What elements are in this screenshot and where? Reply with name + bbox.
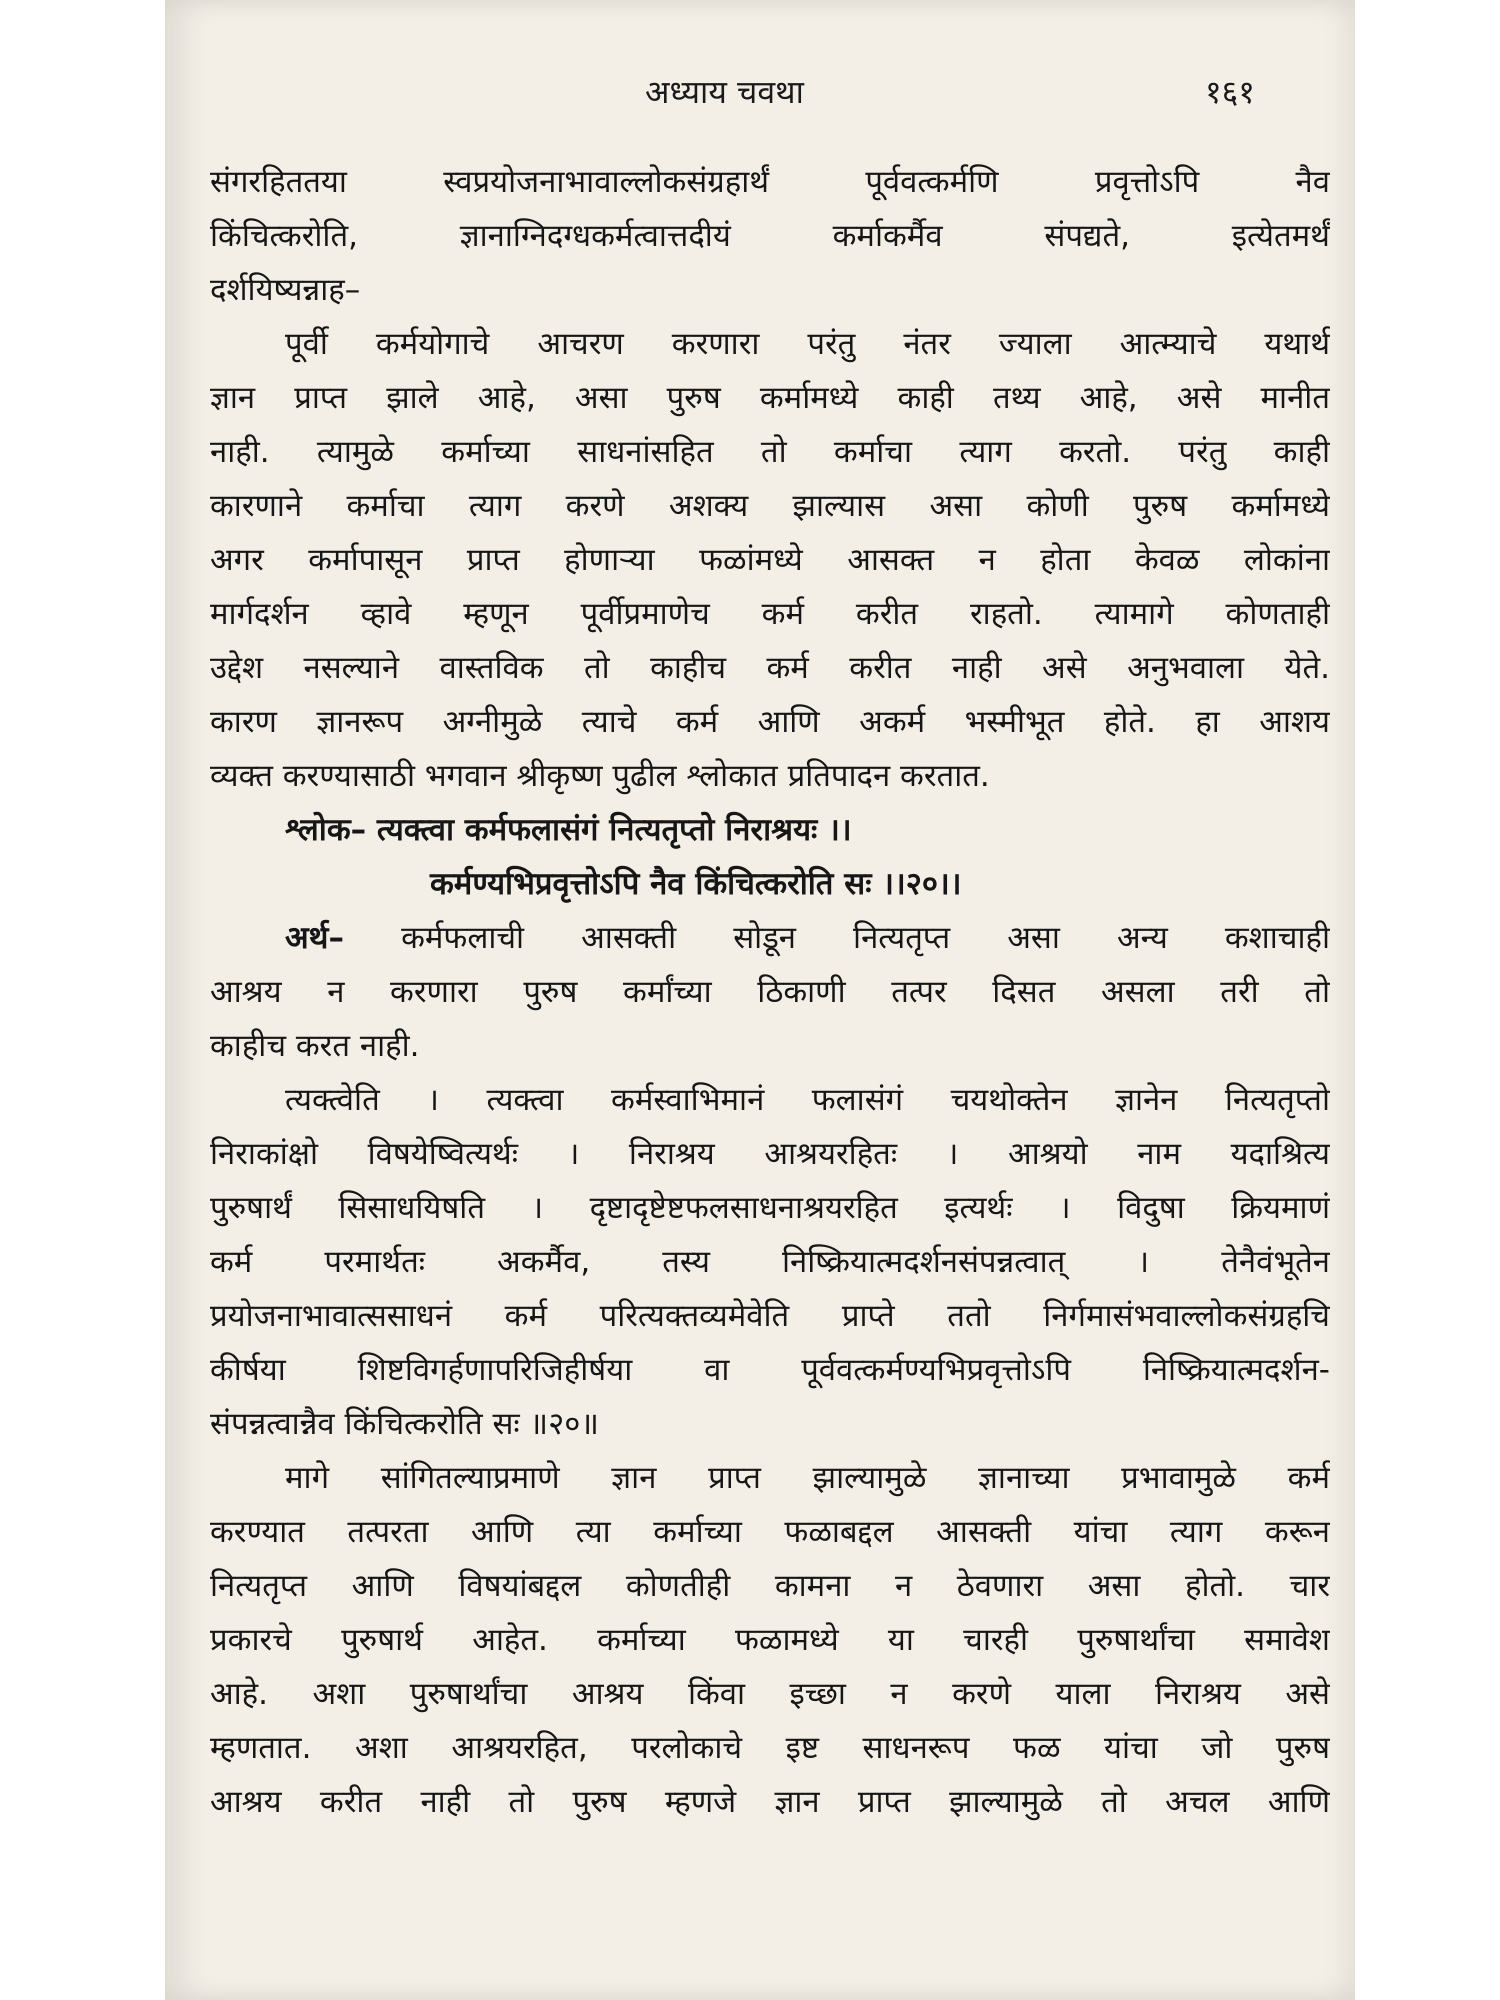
text-line: कारण ज्ञानरूप अग्नीमुळे त्याचे कर्म आणि अकर्म भस्मीभूत होते. हा आशय xyxy=(210,704,1330,740)
text-line: व्यक्त करण्यासाठी भगवान श्रीकृष्ण पुढील श्लोकात प्रतिपादन करतात. xyxy=(210,758,990,794)
text-line: ज्ञान प्राप्त झाले आहे, असा पुरुष कर्मामध्ये काही तथ्य आहे, असे मानीत xyxy=(210,380,1330,416)
commentary-line: निराकांक्षो विषयेष्वित्यर्थः । निराश्रय आश्रयरहितः । आश्रयो नाम यदाश्रित्य xyxy=(210,1136,1330,1172)
text-line: आश्रय न करणारा पुरुष कर्मांच्या ठिकाणी तत्पर दिसत असला तरी तो xyxy=(210,974,1330,1010)
text-line: मार्गदर्शन व्हावे म्हणून पूर्वीप्रमाणेच कर्म करीत राहतो. त्यामागे कोणताही xyxy=(210,596,1330,632)
text-line: कारणाने कर्माचा त्याग करणे अशक्य झाल्यास असा कोणी पुरुष कर्मामध्ये xyxy=(210,488,1330,524)
text-line: मागे सांगितल्याप्रमाणे ज्ञान प्राप्त झाल्यामुळे ज्ञानाच्या प्रभावामुळे कर्म xyxy=(285,1460,1330,1496)
text-line: प्रकारचे पुरुषार्थ आहेत. कर्माच्या फळामध्ये या चारही पुरुषार्थांचा समावेश xyxy=(210,1622,1330,1658)
page-header xyxy=(165,70,1355,120)
text-line: पूर्वी कर्मयोगाचे आचरण करणारा परंतु नंतर ज्याला आत्म्याचे यथार्थ xyxy=(285,326,1330,362)
text-line: उद्देश नसल्याने वास्तविक तो काहीच कर्म करीत नाही असे अनुभवाला येते. xyxy=(210,650,1330,686)
meaning-line xyxy=(210,911,1330,965)
text-line: काहीच करत नाही. xyxy=(210,1028,420,1064)
text-line: दर्शयिष्यन्नाह– xyxy=(210,272,361,308)
text-line: संगरहिततया स्वप्रयोजनाभावाल्लोकसंग्रहार्थं पूर्ववत्कर्मणि प्रवृत्तोऽपि नैव xyxy=(210,164,1330,200)
meaning-text: कर्मफलाची आसक्ती सोडून नित्यतृप्त असा अन्य कशाचाही xyxy=(344,920,1330,956)
chapter-title: अध्याय चवथा xyxy=(645,73,804,111)
commentary-line: कर्म परमार्थतः अकर्मैव, तस्य निष्क्रियात्मदर्शनसंपन्नत्वात् । तेनैवंभूतेन xyxy=(210,1244,1330,1280)
text-line: अगर कर्मापासून प्राप्त होणाऱ्या फळांमध्ये आसक्त न होता केवळ लोकांना xyxy=(210,542,1330,578)
commentary-line: कीर्षया शिष्टविगर्हणापरिजिहीर्षया वा पूर्ववत्कर्मण्यभिप्रवृत्तोऽपि निष्क्रियात्मदर्शन- xyxy=(210,1352,1330,1388)
commentary-line: प्रयोजनाभावात्ससाधनं कर्म परित्यक्तव्यमेवेति प्राप्ते ततो निर्गमासंभवाल्लोकसंग्रहचि xyxy=(210,1298,1330,1334)
text-line: नित्यतृप्त आणि विषयांबद्दल कोणतीही कामना न ठेवणारा असा होतो. चार xyxy=(210,1568,1330,1604)
page-number: १६१ xyxy=(1205,73,1255,111)
text-line: आहे. अशा पुरुषार्थांचा आश्रय किंवा इच्छा न करणे याला निराश्रय असे xyxy=(210,1676,1330,1712)
text-line: म्हणतात. अशा आश्रयरहित, परलोकाचे इष्ट साधनरूप फळ यांचा जो पुरुष xyxy=(210,1730,1330,1766)
commentary-line: संपन्नत्वान्नैव किंचित्करोति सः ॥२०॥ xyxy=(210,1406,599,1442)
text-line: नाही. त्यामुळे कर्माच्या साधनांसहित तो कर्माचा त्याग करतो. परंतु काही xyxy=(210,434,1330,470)
text-line: करण्यात तत्परता आणि त्या कर्माच्या फळाबद्दल आसक्ती यांचा त्याग करून xyxy=(210,1514,1330,1550)
meaning-label: अर्थ– xyxy=(285,920,344,956)
book-page xyxy=(165,0,1355,2000)
shloka-line-1: श्लोक– त्यक्त्वा कर्मफलासंगं नित्यतृप्तो निराश्रयः ।। xyxy=(285,812,852,848)
shloka-line-2: कर्मण्यभिप्रवृत्तोऽपि नैव किंचित्करोति सः ।।२०।। xyxy=(430,866,962,902)
commentary-line: त्यक्त्वेति । त्यक्त्वा कर्मस्वाभिमानं फलासंगं चयथोक्तेन ज्ञानेन नित्यतृप्तो xyxy=(285,1082,1330,1118)
text-line: किंचित्करोति, ज्ञानाग्निदग्धकर्मत्वात्तदीयं कर्माकर्मैव संपद्यते, इत्येतमर्थं xyxy=(210,218,1330,254)
commentary-line: पुरुषार्थं सिसाधयिषति । दृष्टादृष्टेष्टफलसाधनाश्रयरहित इत्यर्थः । विदुषा क्रियमाणं xyxy=(210,1190,1330,1226)
text-line: आश्रय करीत नाही तो पुरुष म्हणजे ज्ञान प्राप्त झाल्यामुळे तो अचल आणि xyxy=(210,1784,1330,1820)
page-body xyxy=(210,155,1330,1829)
